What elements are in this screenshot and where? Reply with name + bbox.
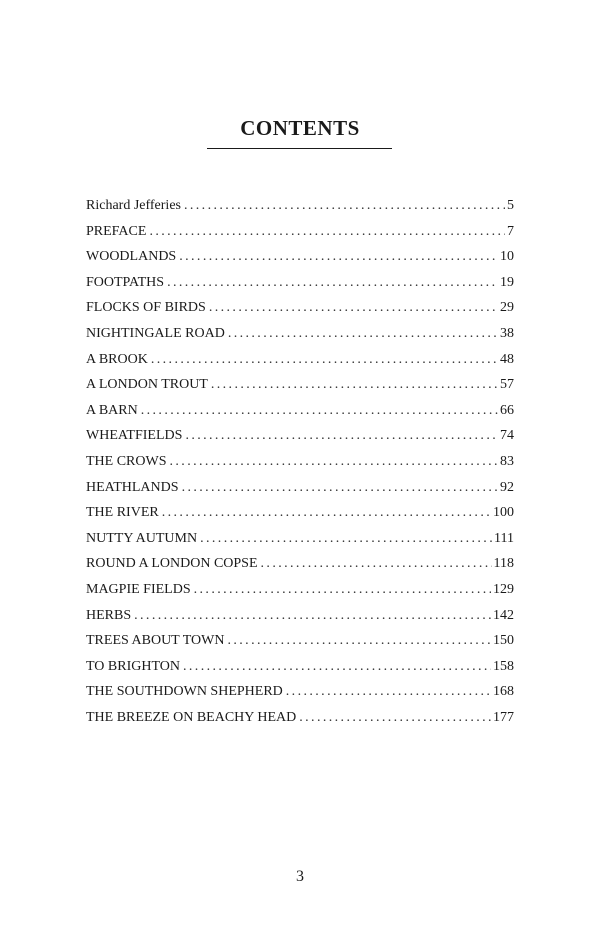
toc-entry-page: 66: [500, 402, 514, 418]
toc-entry[interactable]: [86, 398, 514, 424]
toc-dot-leader: [141, 398, 498, 424]
toc-entry-title: THE CROWS: [86, 453, 167, 469]
toc-entry-page: 158: [493, 658, 514, 674]
toc-dot-leader: [227, 628, 491, 654]
toc-dot-leader: [151, 347, 498, 373]
toc-entry-title: NIGHTINGALE ROAD: [86, 325, 225, 341]
toc-entry[interactable]: [86, 347, 514, 373]
toc-dot-leader: [179, 244, 498, 270]
toc-dot-leader: [286, 679, 491, 705]
toc-dot-leader: [184, 193, 505, 219]
toc-entry-title: TREES ABOUT TOWN: [86, 633, 225, 649]
toc-entry-page: 5: [507, 198, 514, 213]
toc-entry-page: 168: [493, 684, 514, 700]
toc-dot-leader: [183, 654, 491, 680]
toc-entry[interactable]: [86, 270, 514, 296]
toc-entry-title: FLOCKS OF BIRDS: [86, 300, 206, 316]
toc-entry-title: NUTTY AUTUMN: [86, 530, 198, 546]
toc-entry[interactable]: [86, 551, 514, 577]
toc-dot-leader: [299, 705, 491, 731]
toc-entry-title: FOOTPATHS: [86, 274, 165, 290]
toc-entry[interactable]: [86, 295, 514, 321]
toc-entry-title: A BARN: [86, 402, 138, 418]
toc-dot-leader: [167, 270, 498, 296]
toc-entry[interactable]: [86, 244, 514, 270]
toc-dot-leader: [209, 295, 498, 321]
toc-entry-page: 100: [493, 505, 514, 521]
toc-entry-title: WOODLANDS: [86, 249, 177, 265]
toc-entry-page: 118: [493, 556, 514, 572]
table-of-contents: [86, 193, 514, 730]
toc-entry[interactable]: [86, 577, 514, 603]
toc-entry-page: 57: [500, 377, 514, 393]
toc-dot-leader: [228, 321, 498, 347]
page-title: CONTENTS: [240, 116, 360, 141]
title-divider: [207, 148, 392, 149]
toc-entry-page: 129: [493, 581, 514, 597]
toc-entry-title: HERBS: [86, 607, 132, 623]
toc-dot-leader: [211, 372, 498, 398]
toc-entry-title: TO BRIGHTON: [86, 658, 180, 674]
toc-dot-leader: [149, 219, 505, 245]
toc-entry-title: A BROOK: [86, 351, 148, 367]
toc-entry[interactable]: [86, 654, 514, 680]
toc-entry-page: 111: [494, 530, 514, 546]
toc-dot-leader: [200, 526, 492, 552]
toc-entry-title: ROUND A LONDON COPSE: [86, 556, 258, 572]
toc-dot-leader: [185, 423, 498, 449]
toc-dot-leader: [194, 577, 491, 603]
toc-entry[interactable]: [86, 219, 514, 245]
toc-entry-title: MAGPIE FIELDS: [86, 581, 191, 597]
page-number: 3: [296, 868, 304, 885]
toc-dot-leader: [170, 449, 499, 475]
toc-dot-leader: [162, 500, 491, 526]
toc-dot-leader: [182, 475, 498, 501]
toc-entry-page: 83: [500, 453, 514, 469]
toc-entry-title: WHEATFIELDS: [86, 428, 183, 444]
toc-entry-page: 38: [500, 325, 514, 341]
toc-entry[interactable]: [86, 603, 514, 629]
toc-entry-page: 92: [500, 479, 514, 495]
toc-entry-page: 10: [500, 249, 514, 265]
toc-entry-page: 29: [500, 300, 514, 316]
toc-entry-title: THE SOUTHDOWN SHEPHERD: [86, 684, 283, 700]
toc-entry[interactable]: [86, 705, 514, 731]
toc-entry-title: THE RIVER: [86, 505, 159, 521]
toc-entry[interactable]: [86, 679, 514, 705]
toc-entry[interactable]: [86, 526, 514, 552]
toc-dot-leader: [134, 603, 491, 629]
toc-entry[interactable]: [86, 321, 514, 347]
toc-entry[interactable]: [86, 475, 514, 501]
toc-entry-page: 74: [500, 428, 514, 444]
toc-entry[interactable]: [86, 500, 514, 526]
toc-entry[interactable]: [86, 372, 514, 398]
toc-entry-page: 142: [493, 607, 514, 623]
toc-entry-page: 7: [507, 223, 514, 239]
toc-entry-page: 150: [493, 633, 514, 649]
toc-entry[interactable]: [86, 449, 514, 475]
toc-entry-title: PREFACE: [86, 223, 147, 239]
toc-entry[interactable]: [86, 193, 514, 219]
toc-dot-leader: [261, 551, 492, 577]
toc-entry-title: THE BREEZE ON BEACHY HEAD: [86, 709, 297, 725]
toc-entry-title: A LONDON TROUT: [86, 377, 208, 393]
toc-entry-page: 177: [493, 709, 514, 725]
toc-entry[interactable]: [86, 423, 514, 449]
toc-entry[interactable]: [86, 628, 514, 654]
toc-entry-title: HEATHLANDS: [86, 479, 179, 495]
toc-entry-title: Richard Jefferies: [86, 198, 181, 213]
toc-entry-page: 48: [500, 351, 514, 367]
toc-entry-page: 19: [500, 274, 514, 290]
